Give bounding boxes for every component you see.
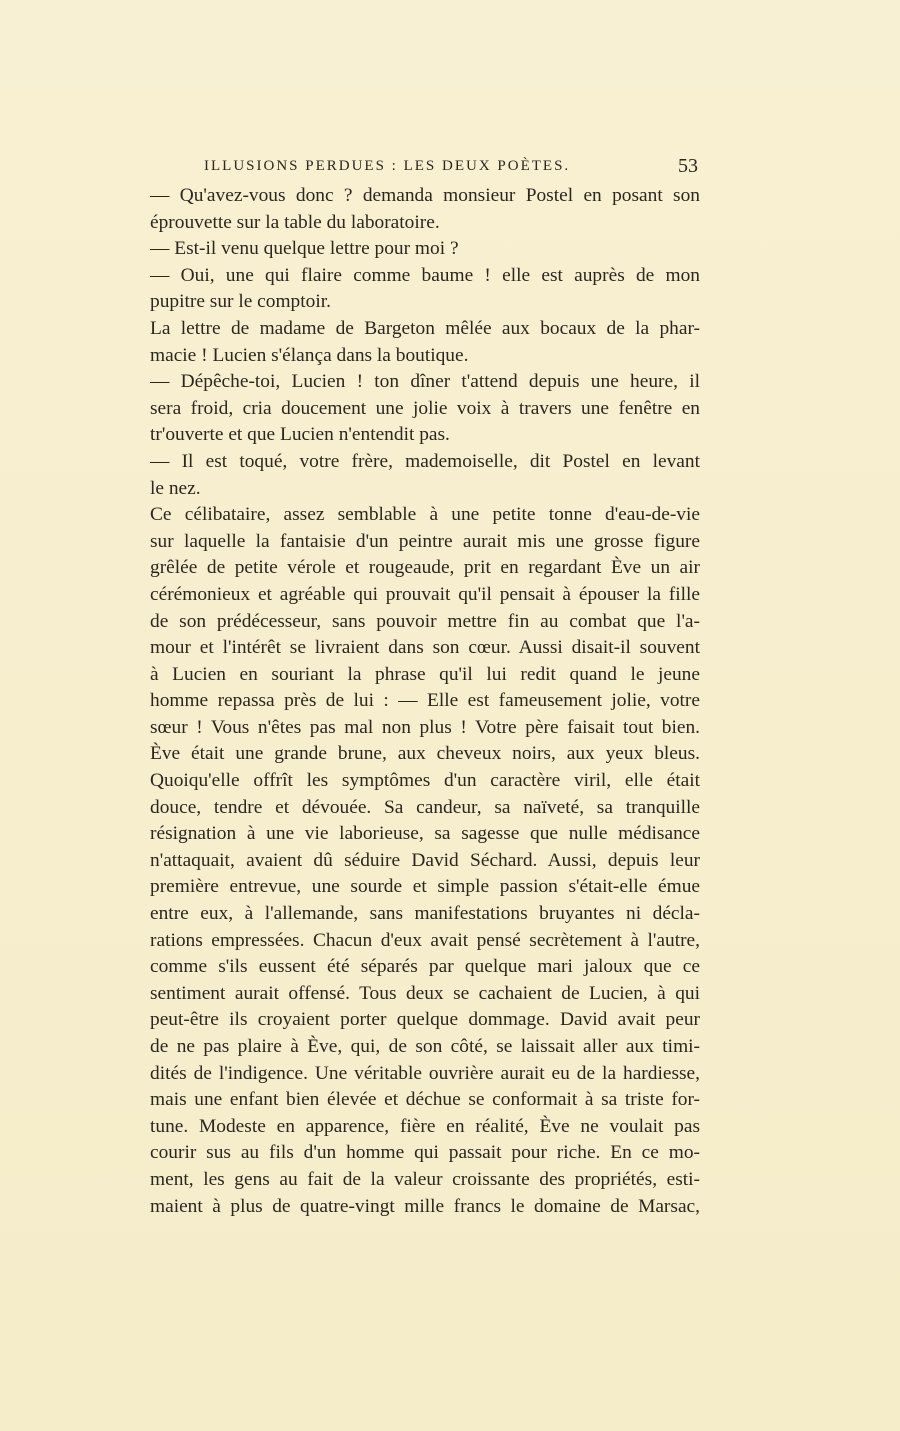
text-line: comme s'ils eussent été séparés par quelque mari jaloux que ce (150, 956, 700, 978)
text-line: grêlée de petite vérole et rougeaude, prit en regardant Ève un air (150, 557, 700, 579)
page-header (150, 155, 700, 181)
text-line: n'attaquait, avaient dû séduire David Séchard. Aussi, depuis leur (150, 849, 700, 871)
text-line: homme repassa près de lui : — Elle est fameusement jolie, votre (150, 690, 700, 712)
text-line: — Qu'avez-vous donc ? demanda monsieur Postel en posant son (150, 185, 700, 206)
running-head: ILLUSIONS PERDUES : LES DEUX POÈTES. (204, 158, 571, 174)
text-line: de son prédécesseur, sans pouvoir mettre fin au combat que l'a- (150, 610, 700, 632)
text-line: tune. Modeste en apparence, fière en réalité, Ève ne voulait pas (150, 1115, 700, 1137)
text-line: pupitre sur le comptoir. (150, 291, 331, 313)
text-line: — Dépêche-toi, Lucien ! ton dîner t'attend depuis une heure, il (150, 371, 700, 393)
text-line: — Est-il venu quelque lettre pour moi ? (150, 238, 459, 260)
text-line: tr'ouverte et que Lucien n'entendit pas. (150, 424, 450, 446)
text-line: sentiment aurait offensé. Tous deux se cachaient de Lucien, à qui (150, 982, 700, 1004)
text-line: — Oui, une qui flaire comme baume ! elle est auprès de mon (150, 264, 700, 286)
text-line: peut-être ils croyaient porter quelque dommage. David avait peur (150, 1009, 700, 1031)
body-text (150, 183, 700, 1220)
text-line: cérémonieux et agréable qui prouvait qu'il pensait à épouser la fille (150, 583, 700, 605)
text-line: sera froid, cria doucement une jolie voix à travers une fenêtre en (150, 397, 700, 419)
text-line: La lettre de madame de Bargeton mêlée aux bocaux de la phar- (150, 317, 700, 339)
text-line: maient à plus de quatre-vingt mille francs le domaine de Marsac, (150, 1195, 700, 1217)
text-line: à Lucien en souriant la phrase qu'il lui redit quand le jeune (150, 663, 700, 685)
text-line: douce, tendre et dévouée. Sa candeur, sa naïveté, sa tranquille (150, 796, 700, 818)
text-line: ment, les gens au fait de la valeur croissante des propriétés, esti- (150, 1168, 700, 1190)
text-line: sœur ! Vous n'êtes pas mal non plus ! Votre père faisait tout bien. (150, 716, 700, 738)
text-line: Ce célibataire, assez semblable à une petite tonne d'eau-de-vie (150, 504, 700, 526)
text-line: courir sus au fils d'un homme qui passait pour riche. En ce mo- (150, 1142, 700, 1164)
text-line: Ève était une grande brune, aux cheveux noirs, aux yeux bleus. (150, 743, 700, 765)
page-number: 53 (678, 155, 698, 177)
text-line: entre eux, à l'allemande, sans manifestations bruyantes ni décla- (150, 903, 700, 925)
text-line: résignation à une vie laborieuse, sa sagesse que nulle médisance (150, 823, 700, 845)
text-line: éprouvette sur la table du laboratoire. (150, 211, 440, 233)
text-line: de ne pas plaire à Ève, qui, de son côté, se laissait aller aux timi- (150, 1036, 700, 1057)
text-line: mour et l'intérêt se livraient dans son cœur. Aussi disait-il souvent (150, 637, 700, 659)
text-line: Quoiqu'elle offrît les symptômes d'un caractère viril, elle était (150, 770, 700, 792)
text-line: première entrevue, une sourde et simple passion s'était-elle émue (150, 876, 700, 898)
text-line: rations empressées. Chacun d'eux avait pensé secrètement à l'autre, (150, 929, 700, 951)
text-line: sur laquelle la fantaisie d'un peintre aurait mis une grosse figure (150, 530, 700, 552)
text-line: mais une enfant bien élevée et déchue se conformait à sa triste for- (150, 1089, 700, 1111)
text-line: le nez. (150, 477, 201, 499)
text-line: — Il est toqué, votre frère, mademoiselle, dit Postel en levant (150, 450, 700, 472)
text-line: dités de l'indigence. Une véritable ouvrière aurait eu de la hardiesse, (150, 1062, 700, 1084)
text-line: macie ! Lucien s'élança dans la boutique. (150, 344, 469, 366)
